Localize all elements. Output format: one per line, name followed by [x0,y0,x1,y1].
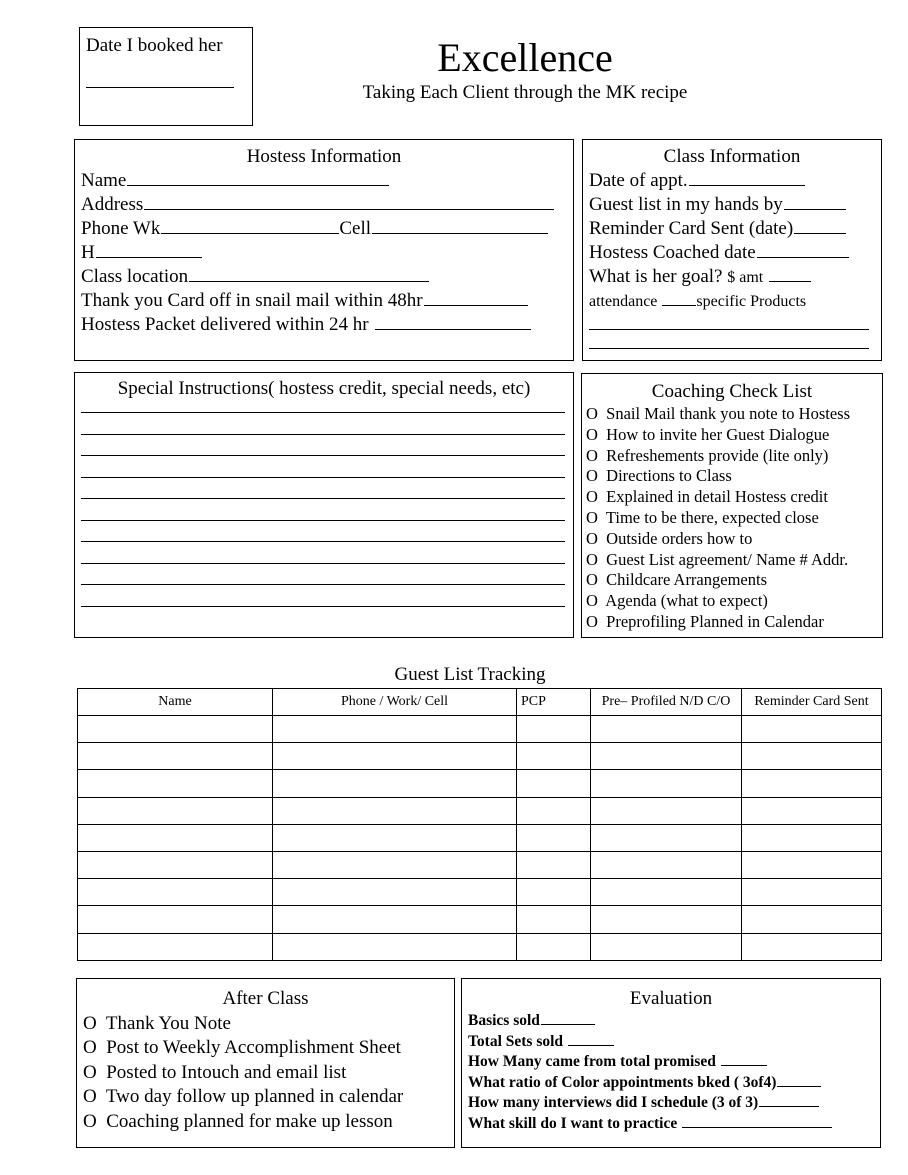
thank-you-card-field[interactable] [424,304,528,306]
column-header-preprofiled: Pre– Profiled N/D C/O [591,689,742,716]
table-cell[interactable] [517,716,591,743]
table-cell[interactable] [742,797,882,824]
class-location-label: Class location [81,266,189,287]
table-cell[interactable] [78,851,273,878]
attendance-field[interactable] [662,304,696,306]
table-cell[interactable] [273,851,517,878]
phone-wk-field[interactable] [161,232,339,234]
after-class-title: After Class [222,988,309,1009]
guest-table-body [78,716,882,961]
amt-field[interactable] [769,280,811,282]
table-cell[interactable] [591,716,742,743]
coaching-title: Coaching Check List [651,381,813,402]
name-field[interactable] [127,184,389,186]
checklist-item[interactable]: O How to invite her Guest Dialogue [586,424,830,444]
table-cell[interactable] [591,933,742,960]
table-cell[interactable] [517,824,591,851]
checkbox-circle-icon[interactable]: O [586,487,598,507]
total-sets-label: Total Sets sold [468,1032,564,1050]
checkbox-circle-icon[interactable]: O [586,507,598,527]
table-cell[interactable] [591,797,742,824]
address-field[interactable] [144,208,554,210]
table-cell[interactable] [742,851,882,878]
hostess-info-title: Hostess Information [246,146,402,167]
table-cell[interactable] [517,743,591,770]
column-header-pcp: PCP [517,689,591,716]
checklist-item[interactable]: O Guest List agreement/ Name # Addr. [586,549,849,569]
checklist-item[interactable]: O Outside orders how to [586,528,753,548]
checkbox-circle-icon[interactable]: O [586,528,598,548]
hostess-coached-label: Hostess Coached date [589,242,756,263]
table-cell[interactable] [742,933,882,960]
class-location-field[interactable] [189,280,429,282]
table-cell[interactable] [517,879,591,906]
checklist-item[interactable]: O Time to be there, expected close [586,507,819,527]
checkbox-circle-icon[interactable]: O [586,445,598,465]
class-information-box [582,139,882,361]
checklist-item[interactable]: O Refreshements provide (lite only) [586,445,829,465]
table-cell[interactable] [591,906,742,933]
class-notes-line-1[interactable] [589,314,869,330]
table-cell[interactable] [78,770,273,797]
color-ratio-label: What ratio of Color appointments bked ( 3of4) [468,1073,777,1091]
checkbox-circle-icon[interactable]: O [83,1086,97,1107]
skill-practice-field[interactable] [682,1126,832,1128]
page-title: Excellence [437,35,613,80]
evaluation-title: Evaluation [629,988,713,1009]
table-row [78,851,882,878]
special-line[interactable] [81,542,565,564]
thank-you-card-label: Thank you Card off in snail mail within 48hr [81,290,423,311]
hostess-packet-label: Hostess Packet delivered within 24 hr [81,314,369,335]
date-booked-box [79,27,253,126]
table-cell[interactable] [273,879,517,906]
table-header-row [78,689,882,716]
table-cell[interactable] [78,933,273,960]
name-label: Name [81,170,127,191]
table-row [78,933,882,960]
table-row [78,716,882,743]
skill-practice-label: What skill do I want to practice [468,1114,678,1132]
column-header-name: Name [78,689,273,716]
date-appt-field[interactable] [689,184,805,186]
table-cell[interactable] [78,797,273,824]
coaching-check-list-box [581,373,883,638]
total-sets-field[interactable] [568,1044,614,1046]
special-line[interactable] [81,521,565,543]
table-cell[interactable] [78,743,273,770]
checkbox-circle-icon[interactable]: O [83,1037,97,1058]
table-cell[interactable] [742,824,882,851]
checkbox-circle-icon[interactable]: O [586,404,598,423]
table-cell[interactable] [591,879,742,906]
class-notes-line-2[interactable] [589,330,869,349]
table-row [78,770,882,797]
table-cell[interactable] [517,933,591,960]
table-cell[interactable] [273,906,517,933]
table-cell[interactable] [273,770,517,797]
hostess-coached-field[interactable] [757,256,849,258]
table-cell[interactable] [517,797,591,824]
after-class-item[interactable]: O Two day follow up planned in calendar [83,1086,404,1107]
guest-list-table [77,688,882,961]
table-cell[interactable] [591,851,742,878]
cell-field[interactable] [372,232,548,234]
special-line[interactable] [81,585,565,607]
total-promised-field[interactable] [721,1064,767,1066]
after-class-box [76,978,455,1148]
table-cell[interactable] [742,743,882,770]
table-row [78,797,882,824]
amt-label: $ amt [727,269,764,286]
table-row [78,743,882,770]
checklist-item[interactable]: O Explained in detail Hostess credit [586,487,828,507]
checkbox-circle-icon[interactable]: O [586,549,598,569]
checklist-item[interactable]: O Childcare Arrangements [586,570,767,590]
h-label: H [81,242,95,263]
checklist-item[interactable]: O Agenda (what to expect) [586,591,768,611]
table-cell[interactable] [517,770,591,797]
basics-sold-field[interactable] [541,1023,595,1025]
address-label: Address [81,194,144,215]
checkbox-circle-icon[interactable]: O [586,466,598,486]
hostess-information-box [74,139,574,361]
after-class-item[interactable]: O Post to Weekly Accomplishment Sheet [83,1037,401,1058]
special-instructions-title: Special Instructions( hostess credit, special needs, etc) [117,378,531,399]
special-line[interactable] [81,456,565,478]
special-line[interactable] [81,499,565,521]
table-cell[interactable] [591,824,742,851]
checkbox-circle-icon[interactable]: O [586,591,598,611]
checklist-item[interactable]: O Preprofiling Planned in Calendar [586,611,824,631]
checkbox-circle-icon[interactable]: O [83,1061,97,1083]
special-line[interactable] [81,478,565,500]
date-booked-blank[interactable] [86,87,234,88]
interviews-label: How many interviews did I schedule (3 of 3) [468,1094,759,1112]
specific-products-label: specific Products [696,293,807,310]
after-class-item[interactable]: O Posted to Intouch and email list [83,1061,347,1083]
after-class-item[interactable]: O Thank You Note [83,1012,231,1034]
phone-wk-label: Phone Wk [81,218,161,239]
cell-label: Cell [339,218,372,239]
table-cell[interactable] [273,716,517,743]
column-header-reminder-card: Reminder Card Sent [742,689,882,716]
hostess-packet-field[interactable] [375,328,531,330]
table-cell[interactable] [78,879,273,906]
attendance-label: attendance [589,293,658,310]
table-row [78,906,882,933]
checklist-item[interactable]: O Snail Mail thank you note to Hostess [586,404,850,423]
special-line[interactable] [81,400,565,413]
checkbox-circle-icon[interactable]: O [83,1012,97,1034]
table-cell[interactable] [273,797,517,824]
table-row [78,879,882,906]
special-instructions-box [74,372,574,638]
after-class-item[interactable]: O Coaching planned for make up lesson [83,1110,393,1132]
special-line[interactable] [81,413,565,435]
table-cell[interactable] [273,933,517,960]
table-cell[interactable] [591,743,742,770]
total-promised-label: How Many came from total promised [468,1053,716,1071]
evaluation-box [461,978,881,1148]
table-cell[interactable] [742,906,882,933]
checklist-item[interactable]: O Directions to Class [586,466,732,486]
special-line[interactable] [81,435,565,457]
column-header-phone: Phone / Work/ Cell [273,689,517,716]
special-line[interactable] [81,564,565,586]
table-cell[interactable] [78,906,273,933]
reminder-card-label: Reminder Card Sent (date) [589,218,794,239]
class-info-title: Class Information [663,146,801,167]
table-cell[interactable] [742,716,882,743]
date-appt-label: Date of appt. [589,170,688,191]
reminder-card-field[interactable] [794,232,846,234]
table-cell[interactable] [273,743,517,770]
table-cell[interactable] [273,824,517,851]
page-subtitle: Taking Each Client through the MK recipe [362,82,688,103]
interviews-field[interactable] [759,1105,819,1107]
table-cell[interactable] [517,906,591,933]
color-ratio-field[interactable] [777,1085,821,1087]
checkbox-circle-icon[interactable]: O [586,570,598,590]
table-cell[interactable] [742,879,882,906]
goal-label: What is her goal? [589,266,723,287]
table-cell[interactable] [517,851,591,878]
table-cell[interactable] [78,716,273,743]
guest-list-title: Guest List Tracking [394,664,546,685]
table-cell[interactable] [591,770,742,797]
date-booked-label: Date I booked her [86,35,223,56]
h-field[interactable] [96,256,202,258]
checkbox-circle-icon[interactable]: O [83,1110,97,1132]
checkbox-circle-icon[interactable]: O [586,611,598,631]
guest-list-label: Guest list in my hands by [589,194,783,215]
table-cell[interactable] [78,824,273,851]
guest-list-field[interactable] [784,208,846,210]
checkbox-circle-icon[interactable]: O [586,424,598,444]
table-row [78,824,882,851]
table-cell[interactable] [742,770,882,797]
basics-sold-label: Basics sold [468,1012,540,1029]
